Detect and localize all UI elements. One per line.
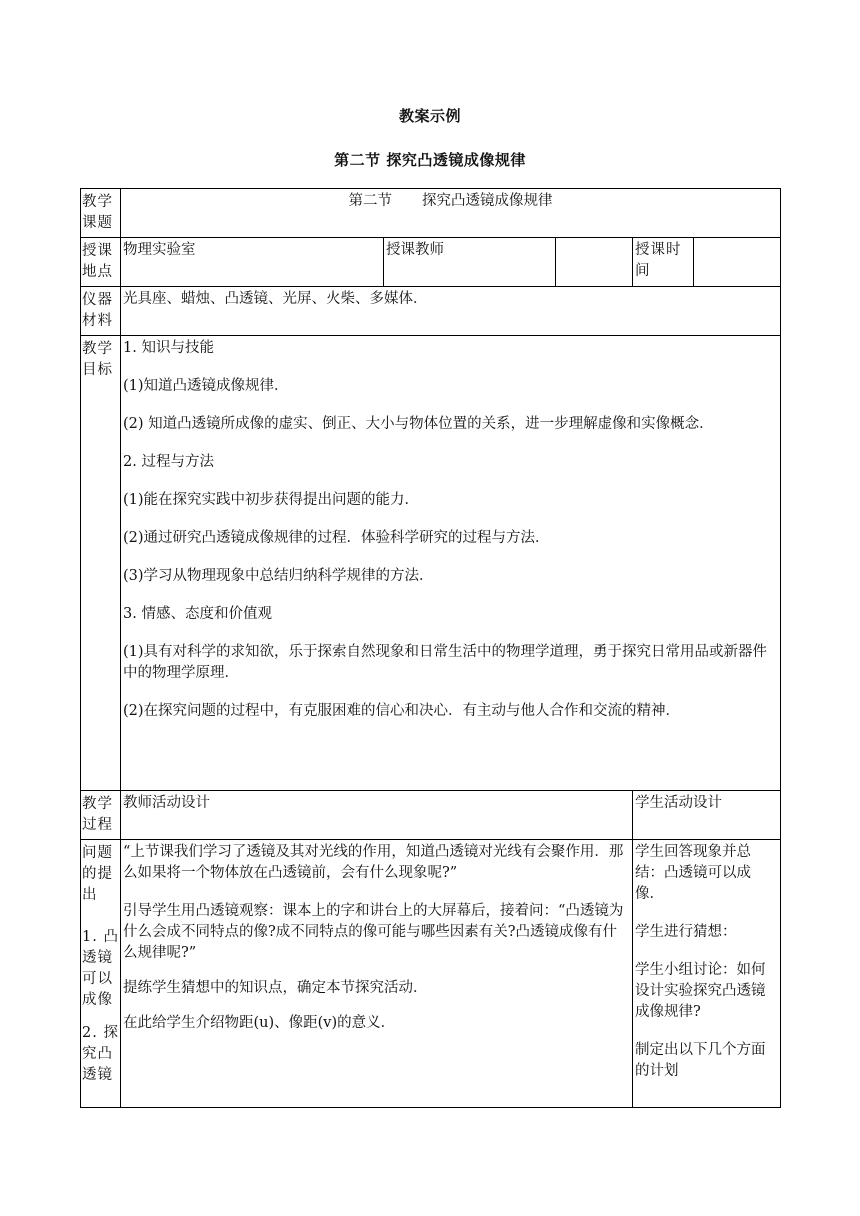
teacher-label: 授课教师 [384, 238, 556, 287]
process-header-row [81, 791, 781, 840]
goal-item: (2)在探究问题的过程中，有克服困难的信心和决心．有主动与他人合作和交流的精神． [123, 703, 681, 719]
teacher-activities-cell [121, 840, 633, 1108]
teacher-value [556, 238, 633, 287]
goal-item: (3)学习从物理现象中总结归纳科学规律的方法． [123, 568, 434, 584]
student-activity: 学生小组讨论：如何设计实验探究凸透镜成像规律? [635, 962, 766, 1020]
topic-name: 探究凸透镜成像规律 [422, 193, 553, 209]
teacher-design-label: 教师活动设计 [121, 791, 633, 840]
teacher-activity: 在此给学生介绍物距(u)、像距(v)的意义． [123, 1015, 396, 1031]
stage-label: 2. 探究凸透镜 [82, 1025, 119, 1083]
topic-row [81, 189, 781, 238]
place-row [81, 238, 781, 287]
goal-heading-3: 3. 情感、态度和价值观 [123, 606, 272, 622]
lesson-plan-table [80, 188, 781, 1108]
place-label: 授课地点 [81, 238, 121, 287]
goal-heading-1: 1. 知识与技能 [123, 340, 214, 356]
student-activity: 制定出以下几个方面的计划 [635, 1042, 766, 1079]
student-activity: 学生进行猜想： [635, 924, 737, 940]
goal-item: (1)具有对科学的求知欲，乐于探索自然现象和日常生活中的物理学道理，勇于探究日常用品或新器件中的物理学原理． [123, 644, 768, 681]
stage-label: 问题的提出 [82, 845, 113, 903]
goal-item: (2)通过研究凸透镜成像规律的过程．体验科学研究的过程与方法． [123, 530, 550, 546]
teacher-activity: 提练学生猜想中的知识点，确定本节探究活动． [123, 980, 428, 996]
topic-cell [121, 189, 781, 238]
equipment-label: 仪器材料 [81, 287, 121, 336]
equipment-row [81, 287, 781, 336]
topic-section: 第二节 [348, 193, 392, 209]
equipment-value: 光具座、蜡烛、凸透镜、光屏、火柴、多媒体． [121, 287, 781, 336]
time-value [694, 238, 781, 287]
goals-label: 教学目标 [81, 336, 121, 791]
teacher-activity: 引导学生用凸透镜观察：课本上的字和讲台上的大屏幕后，接着问：“凸透镜为什么会成不同特点的像?成不同特点的像可能与哪些因素有关?凸透镜成像有什么规律呢?” [123, 903, 624, 961]
teacher-activity: “上节课我们学习了透镜及其对光线的作用，知道凸透镜对光线有会聚作用．那么如果将一个物体放在凸透镜前，会有什么现象呢?” [123, 844, 624, 881]
process-content-row [81, 840, 781, 1108]
goal-item: (1)知道凸透镜成像规律． [123, 378, 289, 394]
student-design-label: 学生活动设计 [633, 791, 781, 840]
goal-item: (2) 知道凸透镜所成像的虚实、倒正、大小与物体位置的关系，进一步理解虚像和实像概念． [123, 416, 714, 432]
goal-item: (1)能在探究实践中初步获得提出问题的能力． [123, 492, 420, 508]
topic-label: 教学课题 [81, 189, 121, 238]
goals-cell [121, 336, 781, 791]
time-label: 授课时间 [633, 238, 694, 287]
student-activities-cell [633, 840, 781, 1108]
student-activity: 学生回答现象并总结：凸透镜可以成像． [635, 844, 751, 902]
goals-row [81, 336, 781, 791]
stage-label: 1. 凸透镜可以成像 [82, 929, 119, 1008]
place-value: 物理实验室 [121, 238, 384, 287]
stage-labels-cell [81, 840, 121, 1108]
document-title: 教案示例 [398, 107, 461, 125]
goal-heading-2: 2. 过程与方法 [123, 454, 214, 470]
document-subtitle: 第二节 探究凸透镜成像规律 [334, 151, 526, 169]
process-label: 教学过程 [81, 791, 121, 840]
